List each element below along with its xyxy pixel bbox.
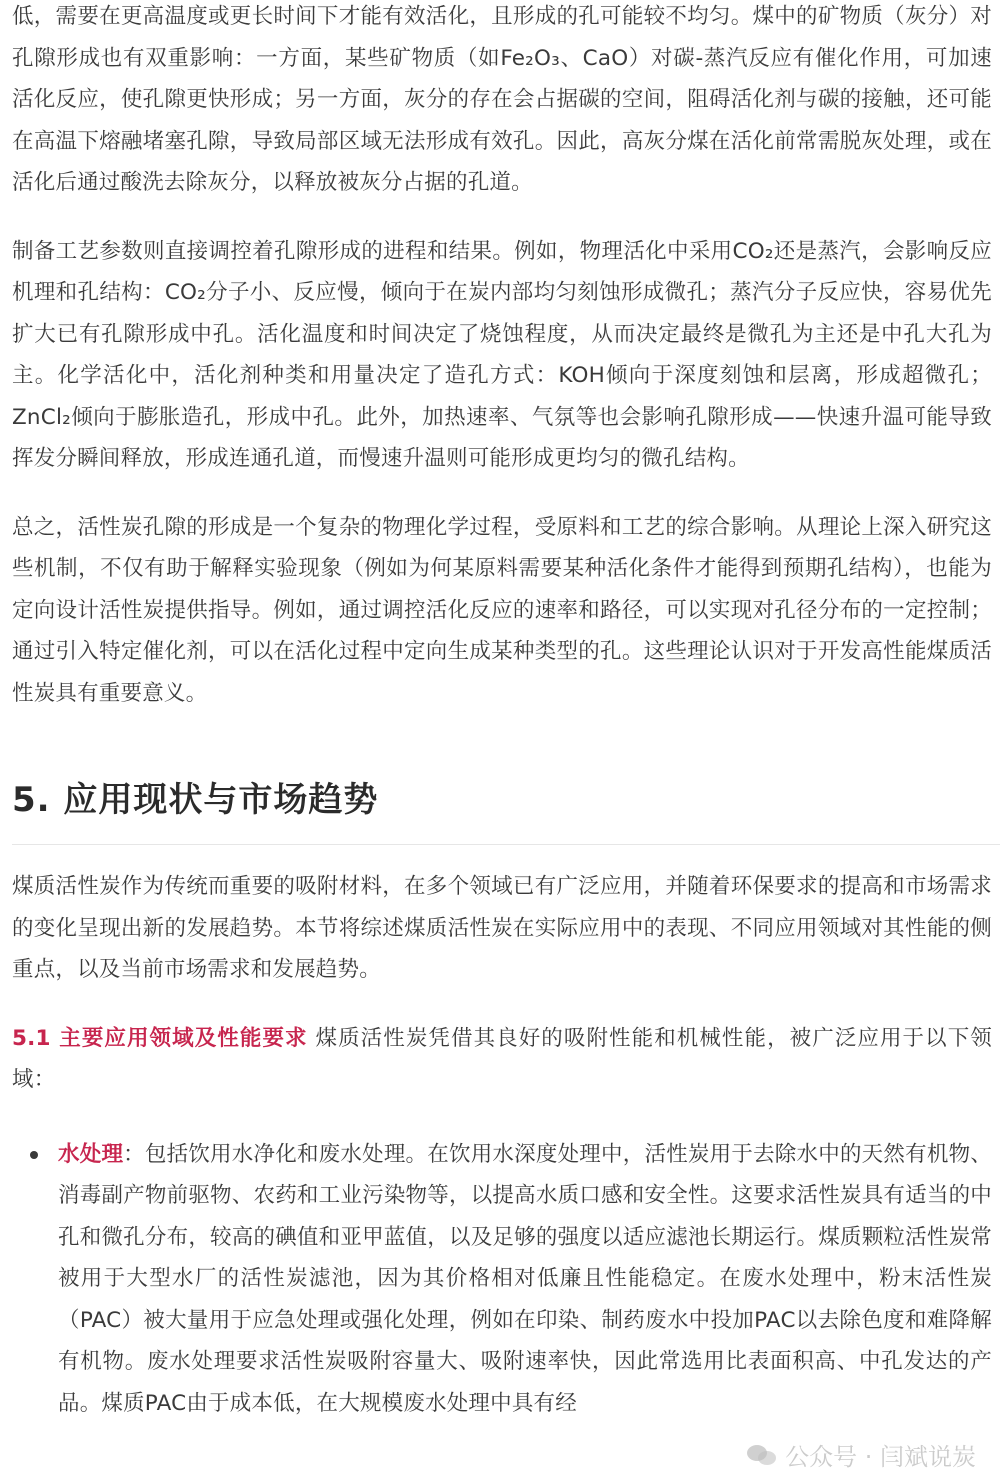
subsection-title: 5.1 主要应用领域及性能要求 [12, 1025, 308, 1051]
paragraph-mineral-effects: 低，需要在更高温度或更长时间下才能有效活化，且形成的孔可能较不均匀。煤中的矿物质（灰分）对孔隙形成也有双重影响：一方面，某些矿物质（如Fe₂O₃、CaO）对碳-蒸汽反应有催化作用，可加速活化反应，使孔隙更快形成；另一方面，灰分的存在会占据碳的空间，阻碍活化剂与碳的接触，还可能在高温下熔融堵塞孔隙，导致局部区域无法形成有效孔。因此，高灰分煤在活化前常需脱灰处理，或在活化后通过酸洗去除灰分，以释放被灰分占据的孔道。 [12, 4, 992, 195]
heading-divider [12, 844, 1000, 845]
watermark [747, 1437, 976, 1472]
paragraph-process-parameters: 制备工艺参数则直接调控着孔隙形成的进程和结果。例如，物理活化中采用CO₂还是蒸汽，会影响反应机理和孔结构：CO₂分子小、反应慢，倾向于在炭内部均匀刻蚀形成微孔；蒸汽分子反应快，容易优先扩大已有孔隙形成中孔。活化温度和时间决定了烧蚀程度，从而决定最终是微孔为主还是中孔大孔为主。化学活化中，活化剂种类和用量决定了造孔方式：KOH倾向于深度刻蚀和层离，形成超微孔；ZnCl₂倾向于膨胀造孔，形成中孔。此外，加热速率、气氛等也会影响孔隙形成——快速升温可能导致挥发分瞬间释放，形成连通孔道，而慢速升温则可能形成更均匀的微孔结构。 [12, 238, 992, 471]
paragraph-subsection [12, 1018, 992, 1101]
paragraph-section-intro: 煤质活性炭作为传统而重要的吸附材料，在多个领域已有广泛应用，并随着环保要求的提高和市场需求的变化呈现出新的发展趋势。本节将综述煤质活性炭在实际应用中的表现、不同应用领域对其性能的侧重点，以及当前市场需求和发展趋势。 [12, 874, 992, 982]
watermark-text: 公众号 · 闫斌说炭 [785, 1443, 976, 1471]
list-item [12, 1134, 992, 1425]
article-body [12, 0, 992, 1424]
wechat-icon [747, 1443, 777, 1467]
section-heading: 5. 应用现状与市场趋势 [12, 780, 379, 820]
subsection-text: 煤质活性炭凭借其良好的吸附性能和机械性能，被广泛应用于以下领域： [12, 1025, 992, 1092]
paragraph-summary: 总之，活性炭孔隙的形成是一个复杂的物理化学过程，受原料和工艺的综合影响。从理论上深入研究这些机制，不仅有助于解释实验现象（例如为何某原料需要某种活化条件才能得到预期孔结构），也能为定向设计活性炭提供指导。例如，通过调控活化反应的速率和路径，可以实现对孔径分布的一定控制；通过引入特定催化剂，可以在活化过程中定向生成某种类型的孔。这些理论认识对于开发高性能煤质活性炭具有重要意义。 [12, 514, 992, 706]
bullet-text: ：包括饮用水净化和废水处理。在饮用水深度处理中，活性炭用于去除水中的天然有机物、消毒副产物前驱物、农药和工业污染物等，以提高水质口感和安全性。这要求活性炭具有适当的中孔和微孔分布，较高的碘值和亚甲蓝值，以及足够的强度以适应滤池长期运行。煤质颗粒活性炭常被用于大型水厂的活性炭滤池，因为其价格相对低廉且性能稳定。在废水处理中，粉末活性炭（PAC）被大量用于应急处理或强化处理，例如在印染、制药废水中投加PAC以去除色度和难降解有机物。废水处理要求活性炭吸附容量大、吸附速率快，因此常选用比表面积高、中孔发达的产品。煤质PAC由于成本低，在大规模废水处理中具有经 [58, 1141, 992, 1416]
bullet-dot [30, 1151, 38, 1159]
bullet-title: 水处理 [58, 1141, 124, 1167]
application-list [12, 1134, 992, 1425]
